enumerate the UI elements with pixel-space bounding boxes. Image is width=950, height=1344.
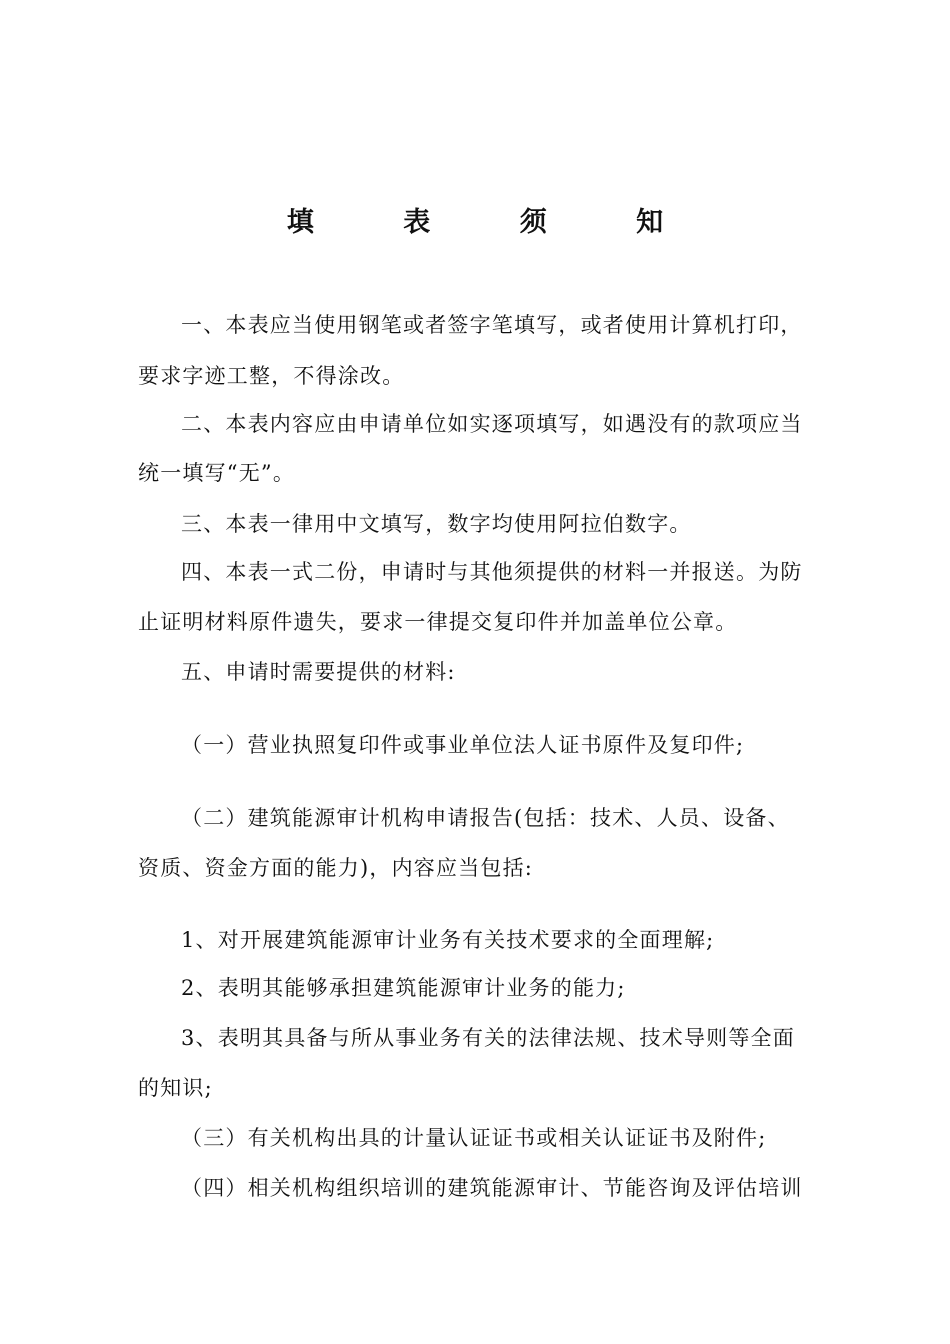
paragraph-1-line-2: 要求字迹工整，不得涂改。 bbox=[138, 364, 405, 388]
list-item-3: （三）有关机构出具的计量认证证书或相关认证证书及附件; bbox=[181, 1126, 767, 1150]
paragraph-5-line-1: 五、申请时需要提供的材料: bbox=[181, 660, 456, 684]
paragraph-2-line-1: 二、本表内容应由申请单位如实逐项填写，如遇没有的款项应当 bbox=[181, 412, 803, 436]
paragraph-4-line-1: 四、本表一式二份，申请时与其他须提供的材料一并报送。为防 bbox=[181, 560, 803, 584]
sub-item-1: 1、对开展建筑能源审计业务有关技术要求的全面理解; bbox=[181, 928, 715, 952]
paragraph-2-line-2: 统一填写“无”。 bbox=[138, 461, 296, 485]
page-title: 填 表 须 知 bbox=[286, 207, 704, 238]
sub-item-3-line-1: 3、表明其具备与所从事业务有关的法律法规、技术导则等全面 bbox=[181, 1026, 795, 1050]
list-item-2-line-2: 资质、资金方面的能力)，内容应当包括: bbox=[138, 856, 534, 880]
list-item-1: （一）营业执照复印件或事业单位法人证书原件及复印件; bbox=[181, 733, 745, 757]
sub-item-3-line-2: 的知识; bbox=[138, 1076, 213, 1100]
sub-item-2: 2、表明其能够承担建筑能源审计业务的能力; bbox=[181, 976, 626, 1000]
list-item-4-line-1: （四）相关机构组织培训的建筑能源审计、节能咨询及评估培训 bbox=[181, 1176, 803, 1200]
paragraph-3-line-1: 三、本表一律用中文填写，数字均使用阿拉伯数字。 bbox=[181, 512, 692, 536]
list-item-2-line-1: （二）建筑能源审计机构申请报告(包括：技术、人员、设备、 bbox=[181, 806, 790, 830]
paragraph-4-line-2: 止证明材料原件遗失，要求一律提交复印件并加盖单位公章。 bbox=[138, 610, 738, 634]
paragraph-1-line-1: 一、本表应当使用钢笔或者签字笔填写，或者使用计算机打印， bbox=[181, 313, 803, 337]
